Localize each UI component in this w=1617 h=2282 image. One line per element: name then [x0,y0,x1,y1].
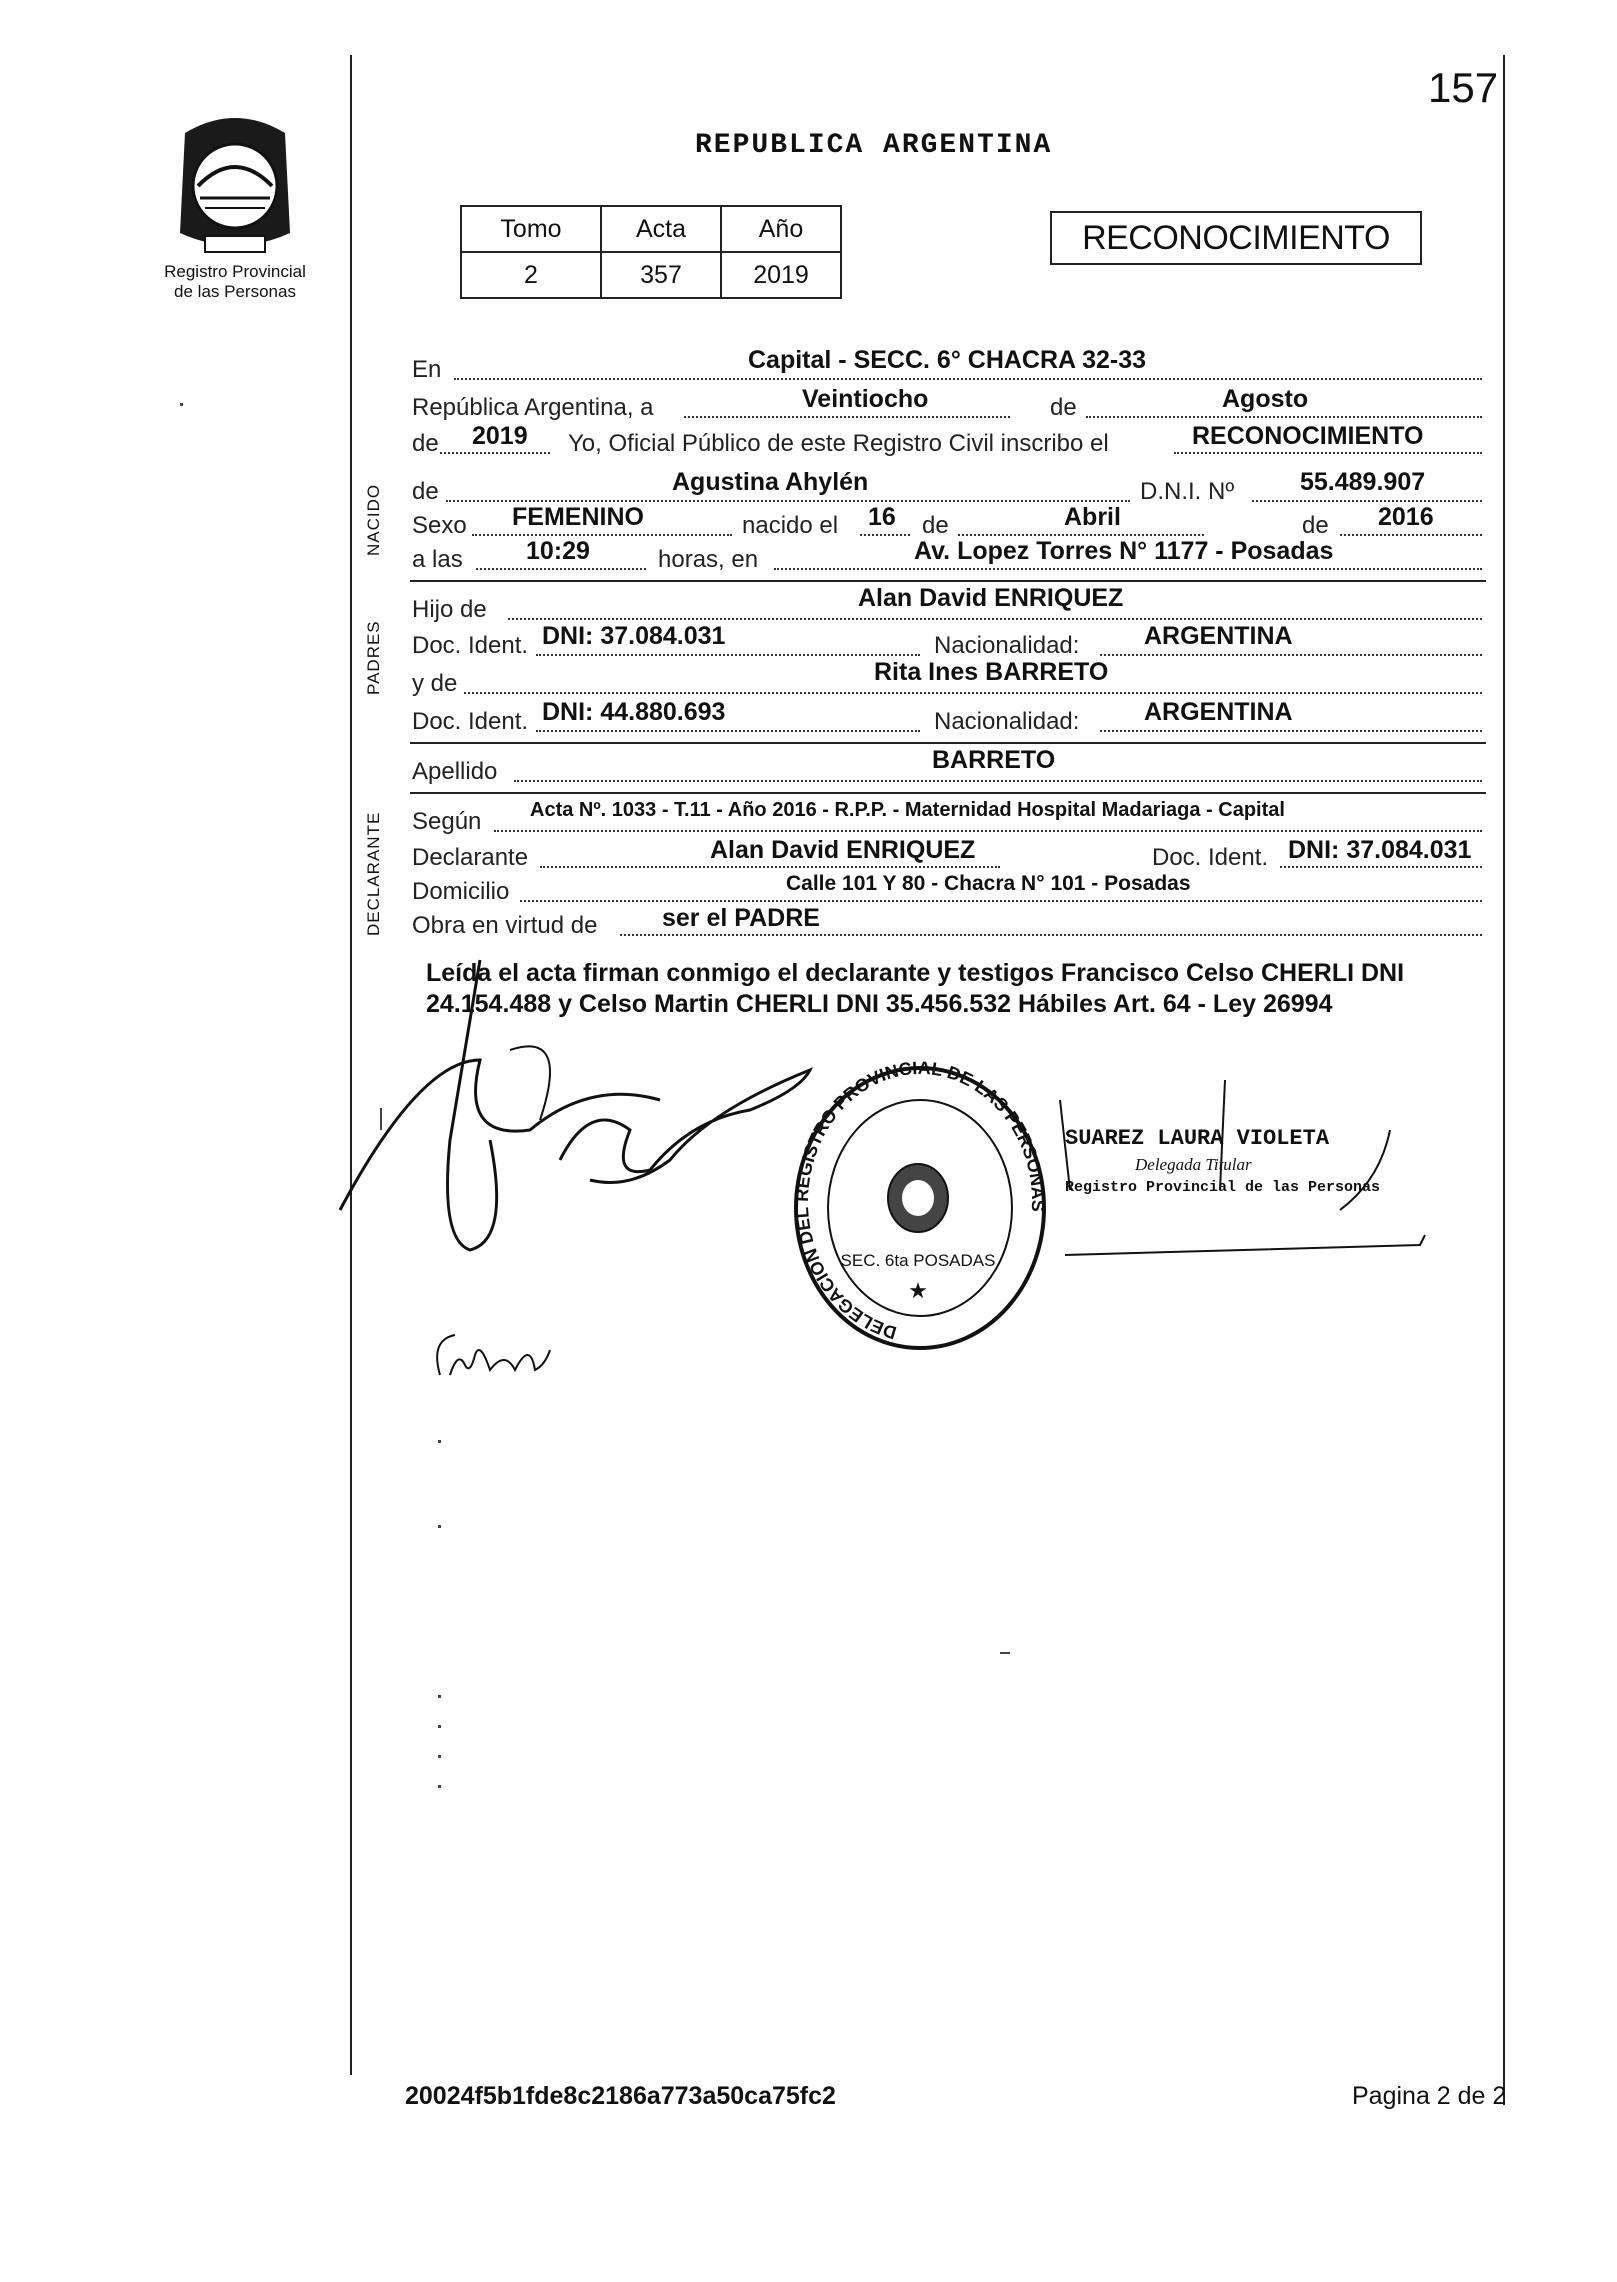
acta-value: 357 [601,252,721,298]
birth-day: 16 [868,503,896,531]
inscribo-value: RECONOCIMIENTO [1192,422,1424,450]
signatory-signature [1050,1070,1430,1270]
horas-label: horas, en [658,546,759,573]
section-divider-1 [410,580,1486,582]
province-seal-logo [150,108,320,268]
page-number: 157 [1428,64,1499,111]
day-value: Veintiocho [802,385,929,413]
row-yde [410,658,1484,702]
side-label-declarante: DECLARANTE [364,811,383,936]
row-declarante [410,836,1484,876]
right-margin-rule [1503,55,1505,2105]
dni-label: D.N.I. Nº [1140,478,1235,505]
side-label-nacido: NACIDO [364,483,383,556]
yo-text: Yo, Oficial Público de este Registro Civil inscribo el [568,430,1109,457]
svg-text:★: ★ [908,1278,928,1303]
handwritten-cherli-signature [420,1320,590,1400]
row-date [410,385,1484,426]
de5-label: de [1302,512,1329,539]
logo-caption [150,262,320,302]
signatory-name: SUAREZ LAURA VIOLETA [1065,1126,1330,1151]
doc3-label: Doc. Ident. [1152,844,1269,871]
hijo-label: Hijo de [412,596,487,623]
doc-label: Doc. Ident. [412,632,529,659]
document-hash: 20024f5b1fde8c2186a773a50ca75fc2 [405,2082,836,2110]
obra-value: ser el PADRE [662,904,820,932]
side-label-padres: PADRES [364,620,383,695]
birth-year: 2016 [1378,503,1434,531]
record-type-box: RECONOCIMIENTO [1050,211,1422,265]
apellido-value: BARRETO [932,746,1056,774]
row-inscribo [410,422,1484,462]
birth-time: 10:29 [526,537,590,565]
nac2-label: Nacionalidad: [934,708,1080,735]
logo-caption-line1: Registro Provincial [164,262,306,281]
nac-label: Nacionalidad: [934,632,1080,659]
year-value: 2019 [472,422,528,450]
witness-signatures [330,940,850,1280]
dni-value: 55.489.907 [1300,468,1426,496]
domicilio-label: Domicilio [412,878,510,905]
obra-label: Obra en virtud de [412,912,598,939]
declarante-doc: DNI: 37.084.031 [1288,836,1472,864]
record-table [460,205,842,299]
birth-place: Av. Lopez Torres N° 1177 - Posadas [914,537,1334,565]
de-label: de [1050,394,1077,421]
svg-text:DELEGACION DEL REGISTRO PROVIN: DELEGACION DEL REGISTRO PROVINCIAL DE LAS PERSONAS [791,1058,1049,1343]
declarante-label: Declarante [412,844,529,871]
row-apellido [410,746,1484,790]
en-label: En [412,356,442,383]
row-domicilio [410,872,1484,910]
signatory-title: Delegada Titular [1135,1155,1252,1174]
row-obra [410,904,1484,944]
tomo-value: 2 [461,252,601,298]
republica-label: República Argentina, a [412,394,654,421]
father-nat: ARGENTINA [1144,622,1293,650]
page-indicator: Pagina 2 de 2 [1352,2082,1507,2110]
row-hora [410,537,1484,578]
segun-label: Según [412,808,482,835]
section-divider-2 [410,742,1486,744]
de2-label: de [412,430,439,457]
anio-value: 2019 [721,252,841,298]
de3-label: de [412,478,439,505]
nacido-label: nacido el [742,512,839,539]
logo-caption-line2: de las Personas [174,282,296,301]
declarante-value: Alan David ENRIQUEZ [710,836,976,864]
mother-name: Rita Ines BARRETO [874,658,1109,686]
birth-month: Abril [1064,503,1121,531]
col-anio-header: Año [721,206,841,252]
apellido-label: Apellido [412,758,498,785]
col-acta-header: Acta [601,206,721,252]
domicilio-value: Calle 101 Y 80 - Chacra N° 101 - Posadas [786,872,1191,895]
closing-paragraph: Leída el acta firman conmigo el declarante y testigos Francisco Celso CHERLI DNI 24.154.488 y Celso Martin CHERLI DNI 35.456.532 Hábiles Art. 64 - Ley 26994 [426,959,1405,1018]
mother-doc: DNI: 44.880.693 [542,698,726,726]
alas-label: a las [412,546,463,573]
name-value: Agustina Ahylén [672,468,869,496]
en-value: Capital - SECC. 6° CHACRA 32-33 [748,346,1147,374]
de4-label: de [922,512,949,539]
svg-text:SEC. 6ta POSADAS: SEC. 6ta POSADAS [840,1251,996,1270]
registry-stamp [790,1058,1050,1358]
signatory-office: Registro Provincial de las Personas [1065,1179,1381,1196]
yde-label: y de [412,670,458,697]
sexo-label: Sexo [412,512,467,539]
row-en [410,346,1484,388]
month-value: Agosto [1222,385,1309,413]
row-segun [410,799,1484,840]
section-divider-3 [410,792,1486,794]
country-title: REPUBLICA ARGENTINA [695,130,1053,161]
father-name: Alan David ENRIQUEZ [858,584,1124,612]
col-tomo-header: Tomo [461,206,601,252]
sexo-value: FEMENINO [512,503,644,531]
segun-value: Acta Nº. 1033 - T.11 - Año 2016 - R.P.P. - Maternidad Hospital Madariaga - Capital [530,799,1285,821]
mother-nat: ARGENTINA [1144,698,1293,726]
row-mother-doc [410,698,1484,740]
doc2-label: Doc. Ident. [412,708,529,735]
father-doc: DNI: 37.084.031 [542,622,726,650]
